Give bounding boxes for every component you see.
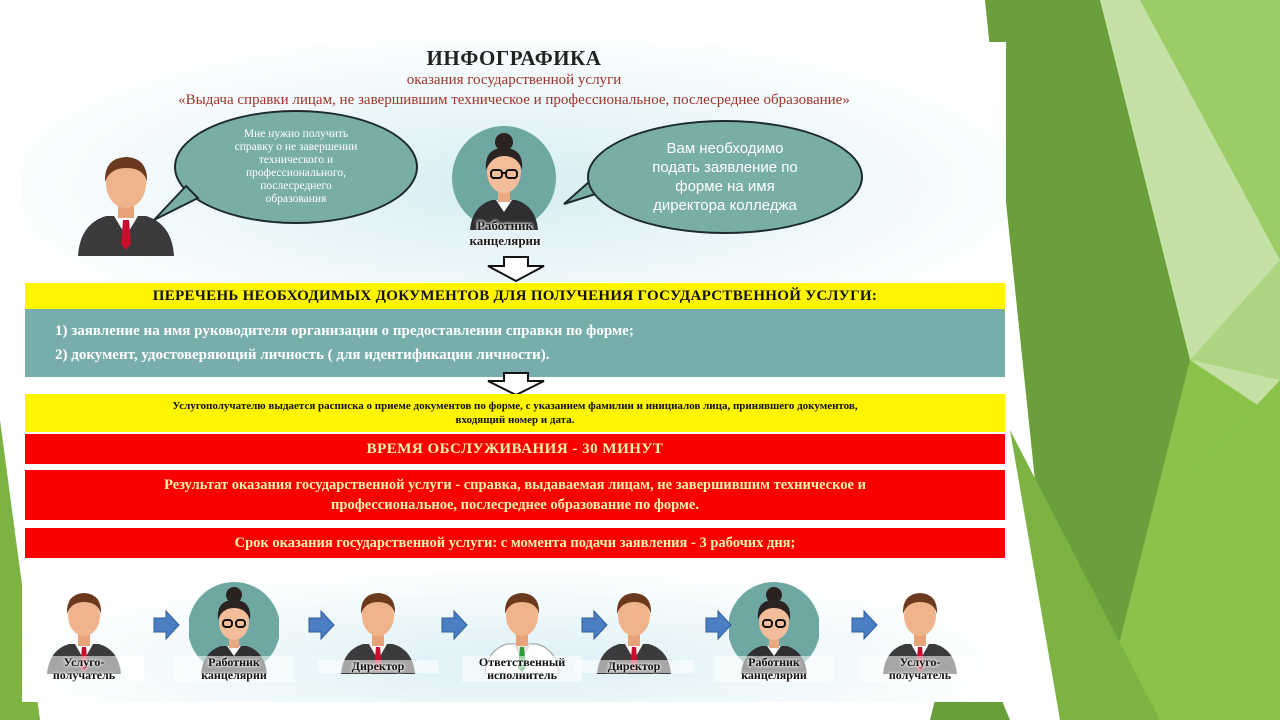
document-item-1: 1) заявление на имя руководителя организации о предоставлении справки по форме; bbox=[55, 323, 634, 339]
applicant-bubble-tail bbox=[152, 182, 202, 222]
right-arrow-icon bbox=[307, 610, 335, 640]
applicant-line-6: образования bbox=[265, 193, 327, 205]
result-line-1: Результат оказания государственной услуги - справка, выдаваемая лицам, не завершившим техническое и bbox=[164, 477, 866, 493]
receipt-notice bbox=[25, 394, 1005, 432]
worker-line-2: подать заявление по bbox=[652, 159, 798, 176]
flow-step bbox=[189, 582, 279, 682]
down-arrow-icon bbox=[484, 256, 548, 282]
applicant-speech-bubble bbox=[174, 110, 418, 224]
receipt-line-1: Услугополучателю выдается расписка о приеме документов по форме, с указанием фамилии и инициалов лица, принявшего документов, bbox=[172, 400, 858, 412]
flow-step-label-line: Услуго- bbox=[899, 655, 941, 669]
worker-line-4: директора колледжа bbox=[653, 197, 797, 214]
flow-step-label bbox=[860, 656, 980, 682]
applicant-line-2: справку о не завершении bbox=[234, 141, 358, 153]
worker-avatar bbox=[462, 126, 546, 230]
infographic-title: ИНФОГРАФИКА bbox=[426, 46, 602, 70]
worker-label-line-1: Работник bbox=[477, 218, 533, 233]
flow-step-label-line: Работник bbox=[748, 655, 800, 669]
flow-step-label bbox=[462, 656, 582, 682]
worker-line-1: Вам необходимо bbox=[666, 140, 784, 157]
flow-step-label-line: Директор bbox=[351, 659, 405, 673]
flow-step-label-line: Работник bbox=[208, 655, 260, 669]
worker-label-line-2: канцелярии bbox=[469, 233, 541, 248]
flow-step-label-line: исполнитель bbox=[487, 668, 557, 682]
right-arrow-icon bbox=[152, 610, 180, 640]
term-banner: Срок оказания государственной услуги: с момента подачи заявления - 3 рабочих дня; bbox=[25, 528, 1005, 558]
flow-step-label bbox=[174, 656, 294, 682]
right-arrow-icon bbox=[580, 610, 608, 640]
receipt-line-2: входящий номер и дата. bbox=[455, 414, 575, 426]
flow-step-label-line: канцелярии bbox=[201, 668, 267, 682]
applicant-line-1: Мне нужно получить bbox=[243, 128, 349, 140]
flow-step-label-line: Услуго- bbox=[63, 655, 105, 669]
flow-step-label bbox=[318, 660, 438, 673]
worker-speech-bubble bbox=[587, 120, 863, 234]
applicant-line-4: профессионального, bbox=[246, 167, 346, 179]
flow-step bbox=[729, 582, 819, 682]
flow-step-label-line: получатель bbox=[888, 668, 952, 682]
documents-list bbox=[25, 309, 1005, 377]
flow-step-label-line: канцелярии bbox=[741, 668, 807, 682]
infographic-subtitle: оказания государственной услуги bbox=[406, 72, 622, 88]
flow-step-label bbox=[714, 656, 834, 682]
service-name: «Выдача справки лицам, не завершившим техническое и профессиональное, послесреднее образование» bbox=[178, 92, 850, 108]
flow-step bbox=[875, 582, 965, 682]
flow-step-label bbox=[24, 656, 144, 682]
result-line-2: профессиональное, послесреднее образование по форме. bbox=[331, 497, 699, 513]
right-arrow-icon bbox=[440, 610, 468, 640]
flow-step bbox=[333, 582, 423, 679]
flow-step-label-line: Директор bbox=[607, 659, 661, 673]
documents-title: ПЕРЕЧЕНЬ НЕОБХОДИМЫХ ДОКУМЕНТОВ ДЛЯ ПОЛУЧЕНИЯ ГОСУДАРСТВЕННОЙ УСЛУГИ: bbox=[25, 283, 1005, 309]
down-arrow-icon bbox=[484, 372, 548, 396]
infographic-card bbox=[22, 42, 1006, 702]
applicant-line-3: технического и bbox=[258, 154, 334, 166]
flow-step bbox=[39, 582, 129, 682]
flow-step bbox=[477, 582, 567, 682]
service-time-banner: ВРЕМЯ ОБСЛУЖИВАНИЯ - 30 МИНУТ bbox=[25, 434, 1005, 464]
flow-step-label-line: получатель bbox=[52, 668, 116, 682]
worker-label bbox=[452, 218, 558, 248]
applicant-line-5: послесреднего bbox=[260, 180, 332, 192]
document-item-2: 2) документ, удостоверяющий личность ( для идентификации личности). bbox=[55, 347, 550, 363]
right-arrow-icon bbox=[850, 610, 878, 640]
worker-line-3: форме на имя bbox=[675, 178, 775, 195]
result-banner bbox=[25, 470, 1005, 520]
right-arrow-icon bbox=[704, 610, 732, 640]
flow-step-label-line: Ответственный bbox=[478, 655, 566, 669]
flow-step-label bbox=[574, 660, 694, 673]
